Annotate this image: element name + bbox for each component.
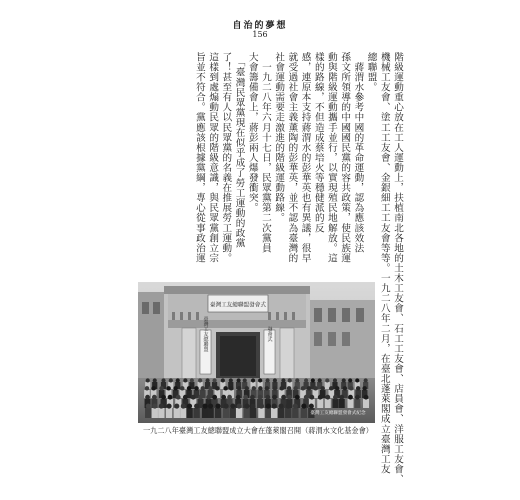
text-column: 機械工友會、塗工工友會、金銀細工工友會等等。一九二八年二月，在臺北蓬萊閣成立臺灣工友 — [378, 52, 390, 475]
running-header: 自治的夢想 — [232, 21, 288, 31]
text-column: 旨並不符合。黨應該根據黨綱，專心從事政治運 — [193, 52, 205, 264]
text-column: 階級運動重心放在工人運動上，扶植南北各地的土木工友會、石工工友會、店員會、洋服工友會、 — [392, 52, 403, 485]
text-column: 了！甚至有人以民眾黨的名義在推展勞工運動。 — [220, 52, 232, 264]
text-column: 大會籌備會上，蔣彭兩人爆發衝突。 — [246, 52, 258, 213]
text-column: 總聯盟。 — [365, 52, 377, 93]
text-column: 感，連原本支持蔣渭水的彭華英也有異議，很早 — [299, 52, 311, 264]
text-column: 就受過社會主義薰陶的彭華英，並不認為臺灣的 — [286, 52, 298, 264]
text-column: 樣的路線，不但造成蔡培火等穩健派的反 — [312, 52, 324, 233]
page-number: 156 — [252, 30, 268, 39]
text-column: 孫文所領導的中國國民黨的容共政策，使民族運 — [339, 52, 351, 264]
banner-left: 臺灣工友總聯盟 — [202, 316, 209, 352]
photo-caption: 一九二八年臺灣工友總聯盟成立大會在蓬萊閣召開（蔣渭水文化基金會） — [142, 426, 373, 435]
text-column: 「臺灣民眾黨現在似乎成了勞工運動的政黨 — [233, 52, 245, 249]
banner-right: 發會式 — [266, 326, 273, 342]
historical-photo — [138, 282, 375, 423]
text-column: 一九二八年六月十七日，民眾黨第二次黨員 — [259, 52, 271, 253]
photograph-icon — [138, 282, 375, 423]
text-column: 動與階級運動攜手並行，以實現殖民地解放。這 — [325, 52, 337, 264]
photo-inscription: 臺灣工友總聯盟發會式紀念 — [310, 411, 366, 416]
text-column: 蔣渭水參考中國的革命運動，認為應該效法 — [352, 52, 364, 253]
building-sign: 臺灣工友總聯盟發會式 — [210, 302, 266, 309]
text-column: 這樣到處煽動民眾的階級意識，與民眾黨創立宗 — [207, 52, 219, 264]
text-column: 社會運動需要走激進的階級運動路線。 — [273, 52, 285, 223]
